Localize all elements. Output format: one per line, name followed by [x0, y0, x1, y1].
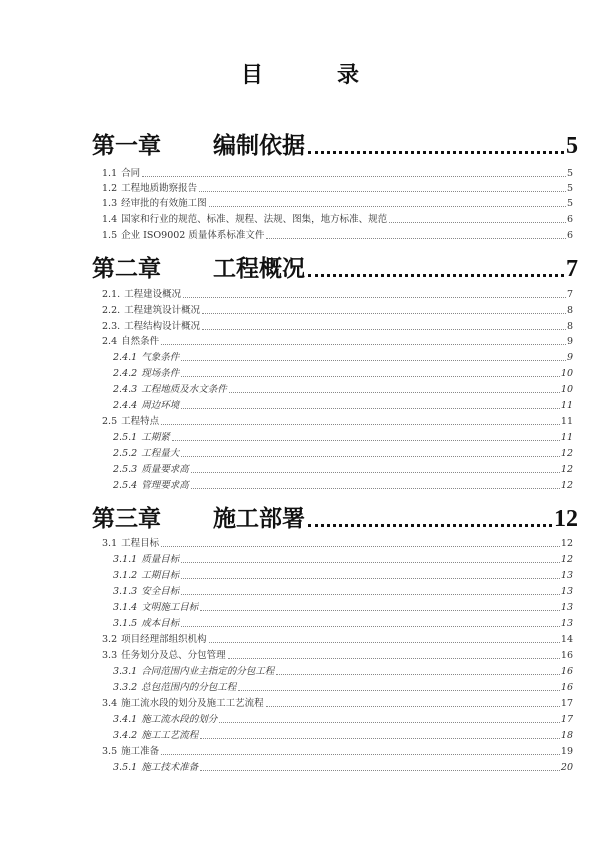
entry-page-number: 6 — [566, 214, 573, 225]
entry-page-number: 11 — [560, 432, 573, 443]
dot-leader — [181, 626, 560, 627]
entry-number: 2.5.3 — [113, 464, 138, 475]
dot-leader — [181, 456, 560, 457]
dot-leader — [228, 658, 560, 659]
toc-entry[interactable] — [113, 430, 573, 444]
toc-entry[interactable] — [102, 334, 573, 348]
dot-leader — [183, 297, 566, 298]
chapter-number: 第一章 — [92, 133, 161, 159]
entry-page-number: 14 — [560, 634, 573, 645]
dot-leader — [181, 562, 560, 563]
dot-leader — [209, 206, 566, 207]
entry-label: 工期紧 — [141, 432, 170, 443]
chapter-page-number: 7 — [566, 256, 578, 282]
toc-entry[interactable] — [113, 446, 573, 460]
entry-number: 1.1 — [102, 168, 118, 179]
entry-label: 气象条件 — [141, 352, 180, 363]
entry-number: 2.5 — [102, 416, 118, 427]
dot-leader — [161, 754, 560, 755]
toc-title-char-2: 录 — [337, 63, 360, 88]
entry-label: 质量要求高 — [141, 464, 189, 475]
entry-number: 1.2 — [102, 183, 118, 194]
dot-leader — [200, 770, 560, 771]
entry-label: 成本目标 — [141, 618, 180, 629]
toc-entry[interactable] — [113, 616, 573, 630]
entry-number: 2.3. — [102, 321, 121, 332]
dot-leader — [181, 360, 566, 361]
chapter-page-number: 5 — [566, 133, 578, 159]
entry-label: 工程建设概况 — [124, 289, 182, 300]
entry-number: 2.4.1 — [113, 352, 138, 363]
toc-entry[interactable] — [102, 632, 573, 646]
toc-entry[interactable] — [102, 696, 573, 710]
chapter-number: 第二章 — [92, 256, 161, 282]
entry-page-number: 5 — [566, 168, 573, 179]
entry-label: 任务划分及总、分包管理 — [121, 650, 226, 661]
entry-label: 施工工艺流程 — [141, 730, 199, 741]
entry-page-number: 18 — [560, 730, 573, 741]
entry-label: 项目经理部组织机构 — [121, 634, 207, 645]
entry-page-number: 12 — [560, 538, 573, 549]
entry-label: 工程量大 — [141, 448, 180, 459]
dot-leader — [142, 176, 566, 177]
toc-entry[interactable] — [113, 712, 573, 726]
toc-entry[interactable] — [113, 478, 573, 492]
toc-entry[interactable] — [102, 228, 573, 242]
entry-label: 质量目标 — [141, 554, 180, 565]
dot-leader — [161, 546, 560, 547]
toc-entry[interactable] — [113, 680, 573, 694]
dot-leader — [191, 472, 560, 473]
chapter-title: 编制依据 — [213, 133, 305, 159]
entry-label: 施工准备 — [121, 746, 160, 757]
dot-leader — [238, 690, 560, 691]
entry-number: 3.5 — [102, 746, 118, 757]
dot-leader — [181, 578, 560, 579]
dot-leader — [209, 642, 560, 643]
entry-label: 施工技术准备 — [141, 762, 199, 773]
entry-page-number: 8 — [566, 321, 573, 332]
entry-label: 工程结构设计概况 — [124, 321, 201, 332]
toc-entry[interactable] — [113, 600, 573, 614]
entry-number: 3.3 — [102, 650, 118, 661]
toc-chapter-3[interactable] — [92, 503, 578, 533]
entry-number: 3.1.5 — [113, 618, 138, 629]
entry-label: 合同范围内业主指定的分包工程 — [141, 666, 275, 677]
entry-page-number: 17 — [560, 698, 573, 709]
toc-entry[interactable] — [113, 382, 573, 396]
dot-leader — [202, 313, 566, 314]
entry-number: 2.5.4 — [113, 480, 138, 491]
dot-leader — [276, 674, 560, 675]
dot-leader — [181, 594, 560, 595]
dot-leader — [172, 440, 560, 441]
entry-number: 2.4.4 — [113, 400, 138, 411]
toc-title — [0, 58, 600, 89]
toc-title-char-1: 目 — [240, 63, 263, 88]
entry-number: 3.5.1 — [113, 762, 138, 773]
entry-page-number: 9 — [566, 352, 573, 363]
dot-leader — [266, 706, 560, 707]
entry-number: 1.5 — [102, 230, 118, 241]
entry-page-number: 16 — [560, 666, 573, 677]
entry-page-number: 13 — [560, 570, 573, 581]
dot-leader — [202, 329, 566, 330]
toc-entry[interactable] — [113, 664, 573, 678]
chapter-title: 工程概况 — [213, 256, 305, 282]
entry-number: 3.2 — [102, 634, 118, 645]
toc-entry[interactable] — [113, 584, 573, 598]
entry-page-number: 12 — [560, 554, 573, 565]
dot-leader — [219, 722, 560, 723]
entry-page-number: 16 — [560, 650, 573, 661]
entry-page-number: 5 — [566, 183, 573, 194]
entry-page-number: 11 — [560, 416, 573, 427]
entry-number: 2.4.3 — [113, 384, 138, 395]
toc-chapter-2[interactable] — [92, 253, 578, 283]
toc-entry[interactable] — [102, 319, 573, 333]
dot-leader — [181, 376, 560, 377]
dot-leader — [161, 344, 566, 345]
entry-label: 管理要求高 — [141, 480, 189, 491]
chapter-title: 施工部署 — [213, 506, 305, 532]
entry-number: 3.4 — [102, 698, 118, 709]
entry-page-number: 12 — [560, 448, 573, 459]
toc-entry[interactable] — [113, 568, 573, 582]
entry-number: 2.2. — [102, 305, 121, 316]
dot-leader — [191, 488, 560, 489]
dot-leader — [181, 408, 560, 409]
entry-page-number: 13 — [560, 618, 573, 629]
entry-label: 国家和行业的规范、标准、规程、法规、图集，地方标准、规范 — [121, 214, 388, 225]
entry-label: 总包范围内的分包工程 — [141, 682, 237, 693]
chapter-page-number: 12 — [554, 506, 578, 532]
entry-number: 3.1.2 — [113, 570, 138, 581]
entry-number: 2.5.1 — [113, 432, 138, 443]
entry-label: 自然条件 — [121, 336, 160, 347]
dot-leader — [266, 238, 566, 239]
entry-label: 工期目标 — [141, 570, 180, 581]
toc-entry[interactable] — [113, 728, 573, 742]
entry-label: 现场条件 — [141, 368, 180, 379]
toc-entry[interactable] — [113, 350, 573, 364]
entry-number: 2.4.2 — [113, 368, 138, 379]
toc-entry[interactable] — [113, 398, 573, 412]
toc-entry[interactable] — [113, 760, 573, 774]
toc-entry[interactable] — [102, 414, 573, 428]
entry-page-number: 8 — [566, 305, 573, 316]
entry-page-number: 13 — [560, 602, 573, 613]
entry-number: 1.4 — [102, 214, 118, 225]
toc-entry[interactable] — [102, 744, 573, 758]
dot-leader — [308, 524, 552, 527]
toc-entry[interactable] — [102, 196, 573, 210]
entry-number: 3.4.2 — [113, 730, 138, 741]
entry-page-number: 20 — [560, 762, 573, 773]
entry-label: 工程地质及水文条件 — [141, 384, 227, 395]
entry-page-number: 6 — [566, 230, 573, 241]
dot-leader — [308, 151, 564, 154]
dot-leader — [389, 222, 566, 223]
entry-label: 安全目标 — [141, 586, 180, 597]
toc-entry[interactable] — [102, 181, 573, 195]
toc-entry[interactable] — [113, 366, 573, 380]
entry-page-number: 12 — [560, 480, 573, 491]
entry-label: 施工流水段的划分 — [141, 714, 218, 725]
entry-page-number: 5 — [566, 198, 573, 209]
toc-entry[interactable] — [102, 212, 573, 226]
toc-entry[interactable] — [102, 166, 573, 180]
entry-label: 周边环境 — [141, 400, 180, 411]
toc-chapter-1[interactable] — [92, 130, 578, 160]
entry-number: 3.4.1 — [113, 714, 138, 725]
entry-number: 2.1. — [102, 289, 121, 300]
entry-page-number: 9 — [566, 336, 573, 347]
dot-leader — [200, 610, 560, 611]
entry-number: 3.3.1 — [113, 666, 138, 677]
entry-page-number: 7 — [566, 289, 573, 300]
dot-leader — [229, 392, 560, 393]
entry-number: 3.1 — [102, 538, 118, 549]
toc-entry[interactable] — [102, 303, 573, 317]
chapter-number: 第三章 — [92, 506, 161, 532]
entry-page-number: 12 — [560, 464, 573, 475]
entry-number: 1.3 — [102, 198, 118, 209]
entry-page-number: 17 — [560, 714, 573, 725]
toc-entry[interactable] — [102, 536, 573, 550]
entry-label: 经审批的有效施工图 — [121, 198, 207, 209]
entry-label: 工程特点 — [121, 416, 160, 427]
entry-page-number: 16 — [560, 682, 573, 693]
entry-page-number: 10 — [560, 384, 573, 395]
entry-page-number: 10 — [560, 368, 573, 379]
entry-number: 2.4 — [102, 336, 118, 347]
entry-label: 工程建筑设计概况 — [124, 305, 201, 316]
toc-entry[interactable] — [113, 462, 573, 476]
entry-number: 3.1.4 — [113, 602, 138, 613]
entry-label: 工程地质勘察报告 — [121, 183, 198, 194]
toc-entry[interactable] — [102, 648, 573, 662]
entry-label: 企业 ISO9002 质量体系标准文件 — [121, 230, 265, 241]
entry-number: 3.1.3 — [113, 586, 138, 597]
dot-leader — [308, 274, 564, 277]
entry-number: 3.1.1 — [113, 554, 138, 565]
entry-page-number: 11 — [560, 400, 573, 411]
entry-number: 2.5.2 — [113, 448, 138, 459]
entry-label: 文明施工目标 — [141, 602, 199, 613]
toc-entry[interactable] — [102, 287, 573, 301]
entry-page-number: 19 — [560, 746, 573, 757]
dot-leader — [161, 424, 560, 425]
dot-leader — [200, 738, 560, 739]
entry-number: 3.3.2 — [113, 682, 138, 693]
entry-label: 施工流水段的划分及施工工艺流程 — [121, 698, 264, 709]
toc-entry[interactable] — [113, 552, 573, 566]
entry-label: 合同 — [121, 168, 141, 179]
dot-leader — [199, 191, 566, 192]
entry-label: 工程目标 — [121, 538, 160, 549]
entry-page-number: 13 — [560, 586, 573, 597]
